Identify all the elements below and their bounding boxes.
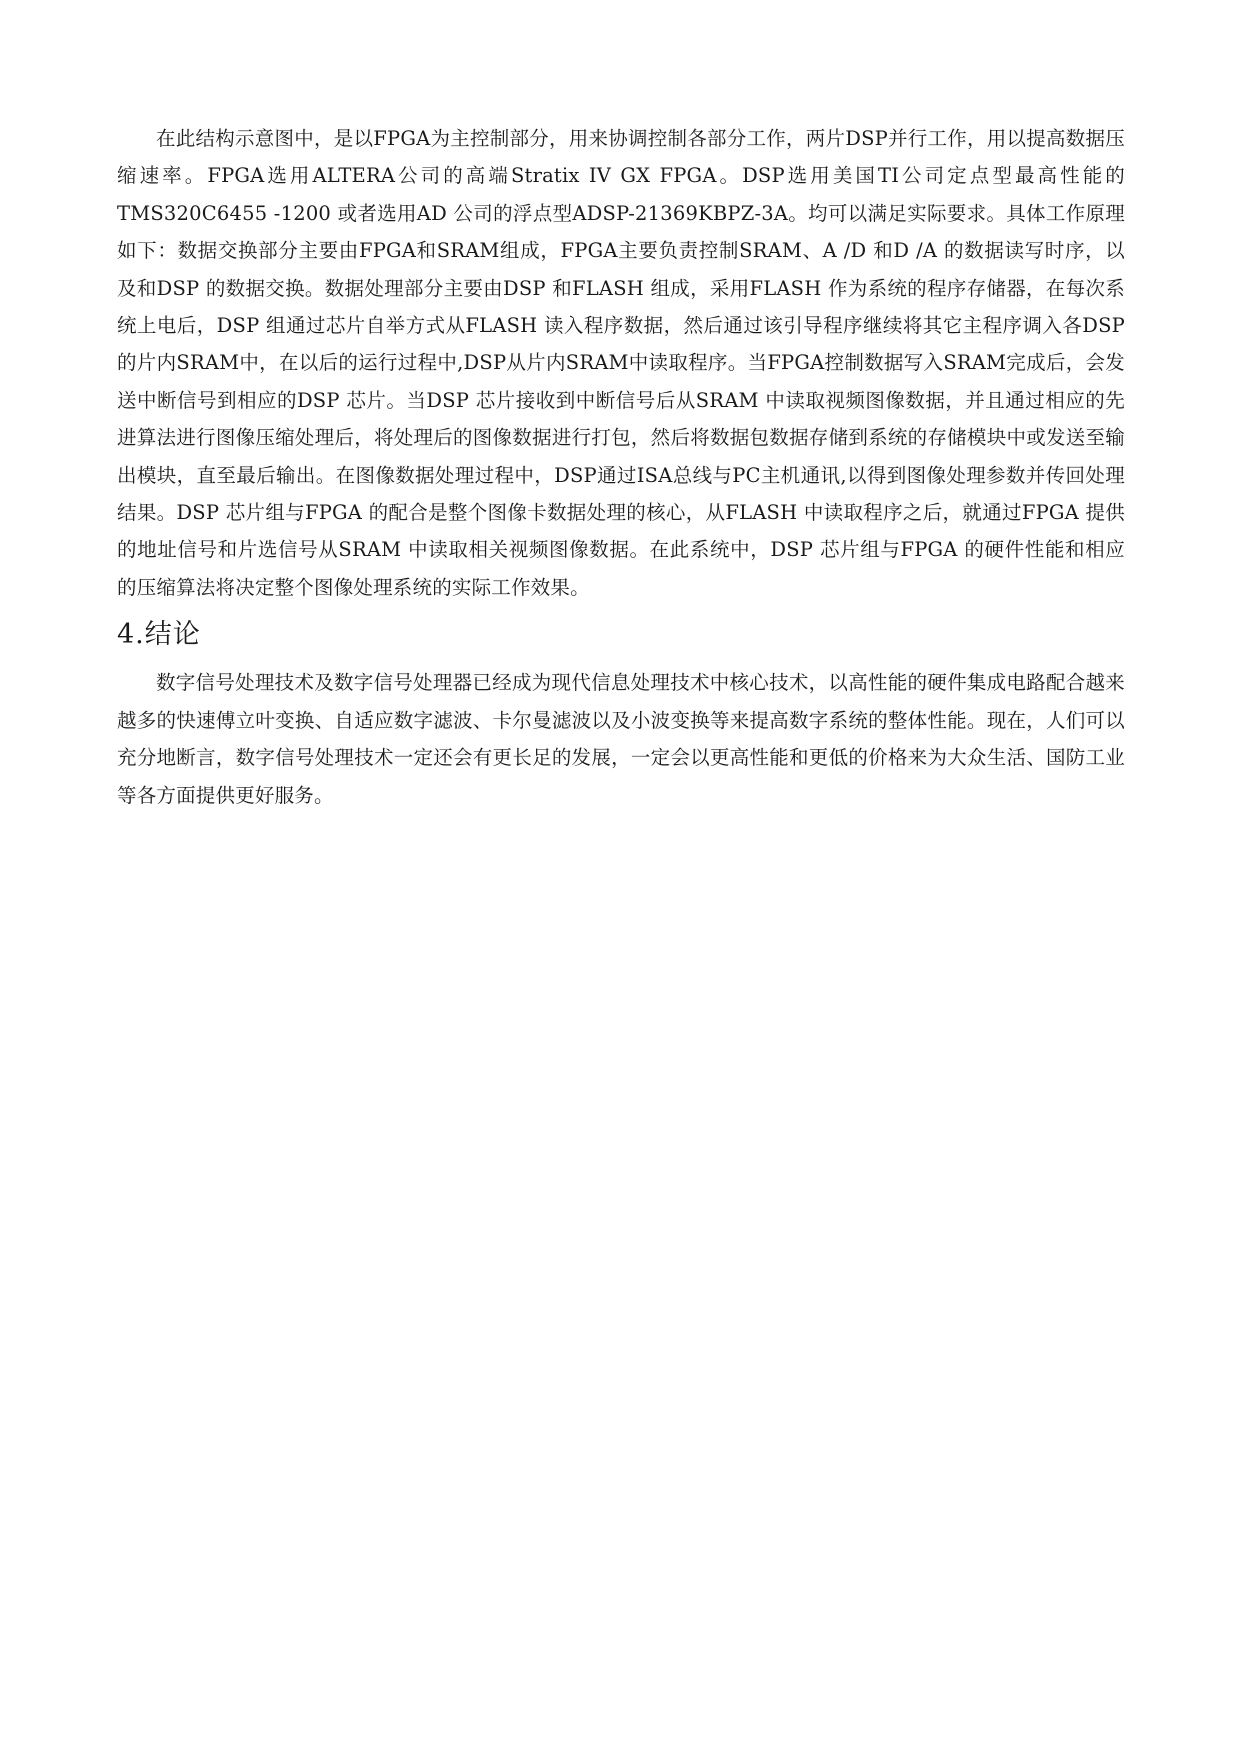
page-content — [117, 120, 1125, 814]
section-heading-conclusion: 4.结论 — [117, 619, 201, 651]
body-paragraph-conclusion: 数字信号处理技术及数字信号处理器已经成为现代信息处理技术中核心技术，以高性能的硬件集成电路配合越来越多的快速傅立叶变换、自适应数字滤波、卡尔曼滤波以及小波变换等来提高数字系统的整体性能。现在，人们可以充分地断言，数字信号处理技术一定还会有更长足的发展，一定会以更高性能和更低的价格来为大众生活、国防工业等各方面提供更好服务。 — [117, 671, 1125, 807]
body-paragraph-system-description: 在此结构示意图中，是以FPGA为主控制部分，用来协调控制各部分工作，两片DSP并行工作，用以提高数据压缩速率。FPGA选用ALTERA公司的高端Stratix IV GX FPGA。DSP选用美国TI公司定点型最高性能的TMS320C6455 -1200 或者选用AD 公司的浮点型ADSP-21369KBPZ-3A。均可以满足实际要求。具体工作原理如下：数据交换部分主要由FPGA和SRAM组成，FPGA主要负责控制SRAM、A /D 和D /A 的数据读写时序，以及和DSP 的数据交换。数据处理部分主要由DSP 和FLASH 组成，采用FLASH 作为系统的程序存储器，在每次系统上电后，DSP 组通过芯片自举方式从FLASH 读入程序数据，然后通过该引导程序继续将其它主程序调入各DSP的片内SRAM中，在以后的运行过程中,DSP从片内SRAM中读取程序。当FPGA控制数据写入SRAM完成后，会发送中断信号到相应的DSP 芯片。当DSP 芯片接收到中断信号后从SRAM 中读取视频图像数据，并且通过相应的先进算法进行图像压缩处理后，将处理后的图像数据进行打包，然后将数据包数据存储到系统的存储模块中或发送至输出模块，直至最后输出。在图像数据处理过程中，DSP通过ISA总线与PC主机通讯,以得到图像处理参数并传回处理结果。DSP 芯片组与FPGA 的配合是整个图像卡数据处理的核心，从FLASH 中读取程序之后，就通过FPGA 提供的地址信号和片选信号从SRAM 中读取相关视频图像数据。在此系统中，DSP 芯片组与FPGA 的硬件性能和相应的压缩算法将决定整个图像处理系统的实际工作效果。 — [117, 127, 1125, 599]
